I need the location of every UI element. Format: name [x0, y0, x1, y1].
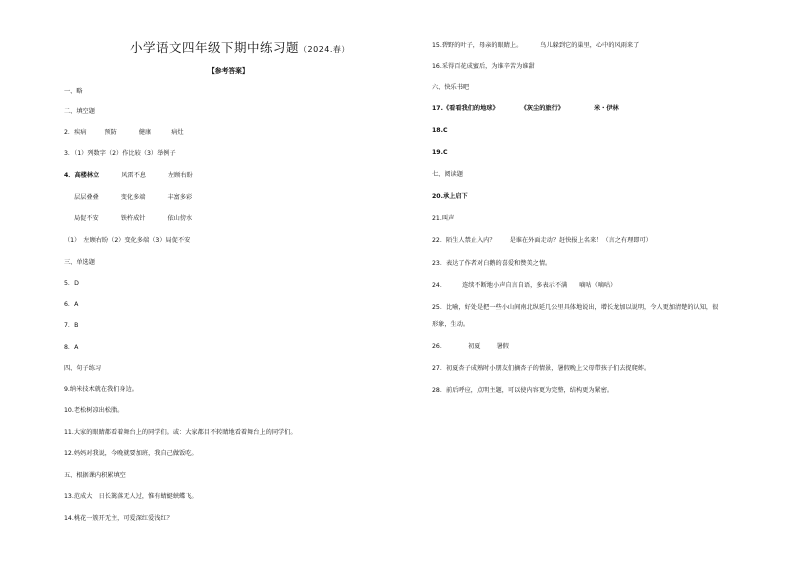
answer-word: 2．疾病: [64, 129, 87, 136]
section-7-heading: 七、阅读题: [432, 171, 463, 178]
answer-word: 左顾右盼: [168, 172, 193, 179]
answer-line: 27．初夏杏子成熟时小朋友们摘杏子的情景，暑假晚上父母带孩子们去捉爬蚱。: [432, 365, 651, 372]
answer-line: [432, 343, 509, 351]
section-4-heading: 四、句子练习: [64, 365, 102, 372]
answer-line: 7．B: [64, 322, 79, 329]
answer-word: 健康: [138, 129, 152, 136]
answer-line: 形象，生动。: [432, 321, 470, 328]
answer-line: [432, 282, 616, 290]
section-6-heading: 六、快乐书吧: [432, 84, 470, 91]
answer-line: 12.妈妈对我说，今晚就要加班，我自己做饭吃。: [64, 450, 198, 457]
answer-line: 18.C: [432, 127, 448, 134]
answer-line: [74, 194, 192, 202]
answer-part: 17.《看看我们的地球》: [432, 105, 499, 112]
answer-line: [432, 105, 619, 113]
answer-part: 26．: [432, 343, 447, 350]
answer-part: 嘀咕（嘀咕）: [579, 282, 617, 289]
answer-part: 是谁在外面走动？赶快报上名来！（言之有理即可）: [509, 237, 652, 244]
answer-line: [74, 215, 192, 223]
answer-part: 鸟儿躲到它的巢里，心中的风雨来了: [540, 42, 640, 49]
title-main: 小学语文四年级下期中练习题: [130, 40, 300, 55]
answer-part: 暑假: [496, 343, 509, 350]
answer-part: 15.碧野的叶子，母亲的眼睛上。: [432, 42, 523, 49]
answer-word: 局促不安: [74, 215, 99, 222]
answer-line: [64, 172, 193, 180]
answer-line: 5．D: [64, 280, 79, 287]
answer-line: 16.采得百花成蜜后，为谁辛苦为谁甜: [432, 63, 535, 70]
answer-word: 丰富多彩: [167, 194, 193, 201]
section-5-heading: 五、根据课内积累填空: [64, 472, 126, 479]
answer-part: 连续不断地小声自言自语，多表示不满: [462, 282, 568, 289]
answer-line: [432, 237, 652, 245]
answer-heading: 【参考答案】: [208, 67, 249, 75]
answer-line: 20.承上启下: [432, 193, 468, 200]
answer-word: 病灶: [171, 129, 184, 136]
answer-line: 13.范成大 日长篱落无人过，惟有蜻蜓蛱蝶飞。: [64, 493, 198, 500]
answer-part: 米・伊林: [593, 105, 619, 112]
answer-line: 6．A: [64, 301, 79, 308]
answer-line: 3．（1）列数字（2）作比较（3）举例子: [64, 150, 176, 157]
section-2-heading: 二、填空题: [64, 108, 95, 115]
page-title: [130, 38, 350, 56]
answer-line: 21.叫声: [432, 215, 455, 222]
section-3-heading: 三、单选题: [64, 259, 95, 266]
answer-word: 风雷不息: [121, 172, 146, 179]
answer-line: 8．A: [64, 344, 79, 351]
section-1: 一、略: [64, 88, 83, 95]
answer-word: 层层叠叠: [74, 194, 99, 201]
answer-part: 24．: [432, 282, 447, 289]
answer-part: 22．陌生人禁止入内？: [432, 237, 496, 244]
answer-line: 25．比喻，好处是把一些小山间南北纵延几公里具体地说出，增长龙加以说明，令人更加清楚的认知，很: [432, 304, 719, 311]
answer-line: 10.老松树凉出松脂。: [64, 407, 124, 414]
answer-line: [432, 42, 639, 50]
answer-line: 14.桃花一簇开无主，可爱深红爱浅红？: [64, 515, 173, 522]
answer-line: 9.纳米技术就在我们身边。: [64, 386, 138, 393]
answer-line: 19.C: [432, 149, 448, 156]
answer-part: 初夏: [468, 343, 481, 350]
answer-word: 4．高楼林立: [64, 172, 100, 179]
answer-line: [64, 129, 184, 137]
answer-line: 28．前后呼应，点明主题，可以使内容更为完整，结构更为紧密。: [432, 387, 614, 394]
answer-word: 依山傍水: [167, 215, 193, 222]
answer-part: 《灰尘的旅行》: [520, 105, 564, 112]
answer-line: 23．表达了作者对白鹅的喜爱和赞美之情。: [432, 260, 552, 267]
title-note: （2024.春）: [299, 45, 350, 54]
answer-word: 铁杵成针: [120, 215, 146, 222]
answer-word: 预防: [104, 129, 117, 136]
answer-line: 11.大家的眼睛都看着舞台上的同学们。或：大家都目不转睛地看着舞台上的同学们。: [64, 429, 297, 436]
answer-line: （1） 左顾右盼（2）变化多端（3）局促不安: [64, 237, 191, 244]
answer-word: 变化多端: [120, 194, 146, 201]
